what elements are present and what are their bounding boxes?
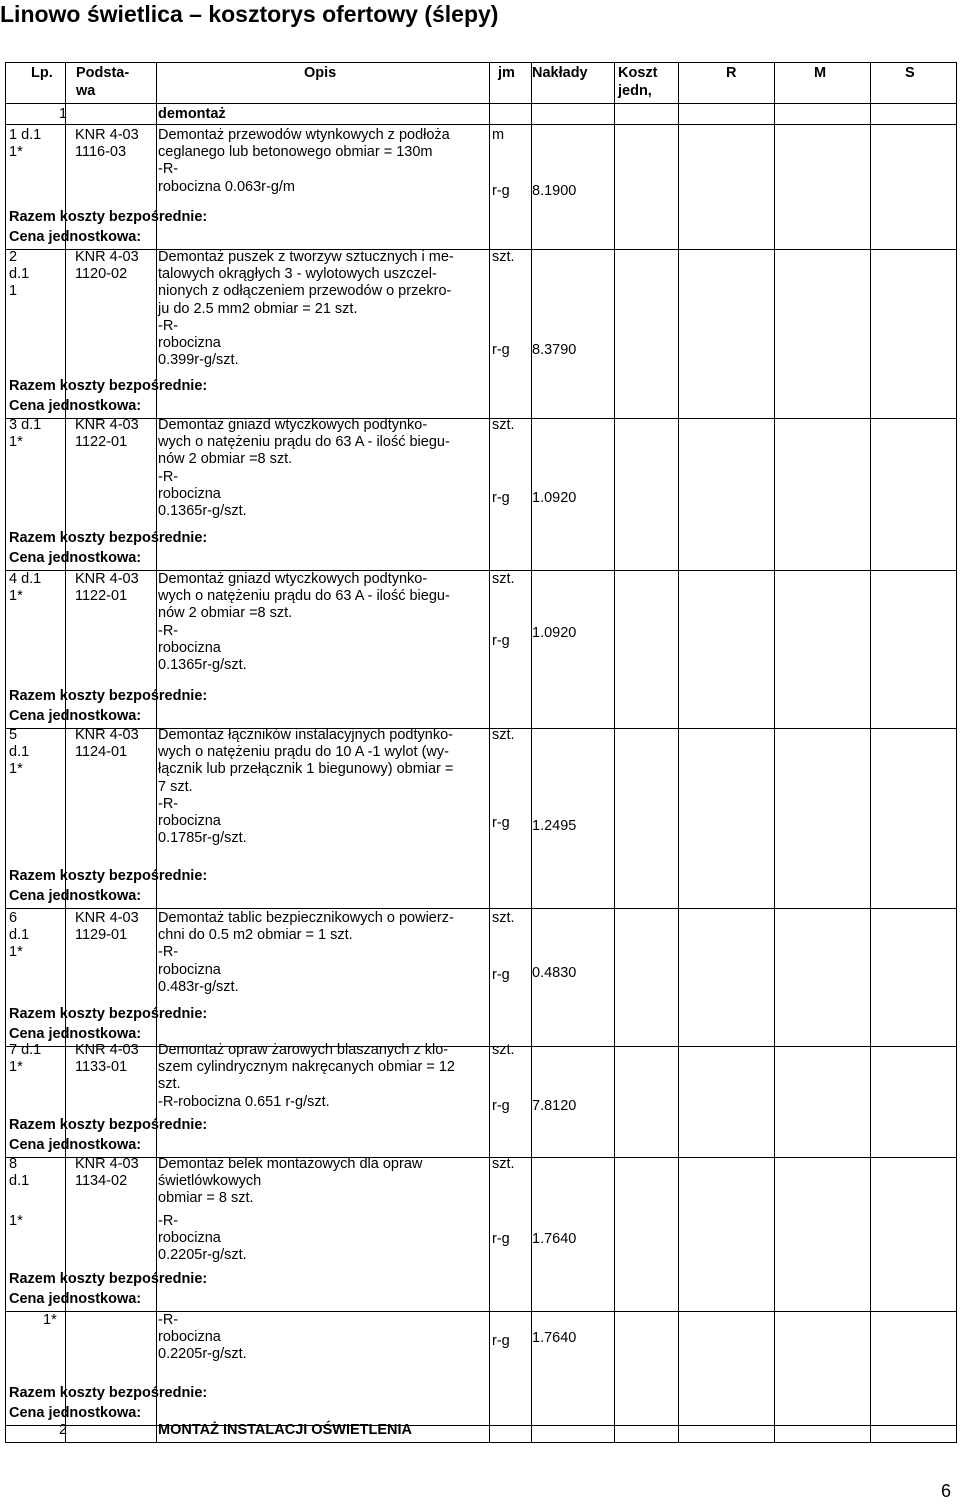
header-opis: Opis (304, 65, 337, 81)
item-quantity: 1.7640 (532, 1231, 577, 1247)
item-description: wych o natężeniu prądu do 10 A -1 wylot (wy- (158, 744, 449, 761)
item-podstawa: KNR 4-03 (75, 571, 139, 587)
item-lp: 1* (9, 761, 23, 778)
item-podstawa: 1129-01 (75, 927, 128, 944)
item-lp: 1* (9, 1059, 23, 1076)
item-description: robocizna (158, 961, 221, 978)
item-description: -R- (158, 161, 179, 178)
item-description: Demontaż opraw żarowych blaszanych z klo- (158, 1042, 449, 1058)
razem-label: Razem koszty bezpośrednie: (9, 1006, 208, 1022)
cost-estimate-table (5, 62, 957, 1443)
item-podstawa: 1122-01 (75, 588, 128, 605)
item-description: -R- (158, 1312, 179, 1328)
item-description: Demontaż gniazd wtyczkowych podtynko- (158, 417, 428, 433)
item-podstawa: 1120-02 (75, 266, 128, 283)
item-quantity: 1.0920 (532, 490, 577, 506)
item-quantity: 8.3790 (532, 342, 577, 358)
razem-label: Razem koszty bezpośrednie: (9, 1271, 208, 1287)
item-unit: szt. (492, 1042, 515, 1058)
item-description: Demontaż przewodów wtynkowych z podłoża (158, 127, 450, 143)
item-lp: d.1 (9, 266, 30, 283)
page-number: 6 (941, 1481, 952, 1501)
item-description: szt. (158, 1076, 181, 1093)
cena-label: Cena jednostkowa: (9, 708, 142, 724)
item-unit: r-g (492, 490, 510, 506)
item-description: -R- (158, 468, 179, 485)
header-r: R (726, 65, 737, 81)
item-podstawa: 1133-01 (75, 1059, 128, 1076)
razem-label: Razem koszty bezpośrednie: (9, 1117, 208, 1133)
item-podstawa: KNR 4-03 (75, 1156, 139, 1172)
item-separator (5, 418, 957, 419)
item-description: 0.1365r-g/szt. (158, 503, 247, 519)
item-quantity: 0.4830 (532, 965, 577, 981)
item-unit: r-g (492, 183, 510, 199)
razem-label: Razem koszty bezpośrednie: (9, 868, 208, 884)
item-podstawa: KNR 4-03 (75, 910, 139, 926)
item-lp: 2 (9, 249, 18, 265)
item-podstawa: KNR 4-03 (75, 249, 139, 265)
item-podstawa: 1116-03 (75, 144, 127, 161)
item-lp: 5 (9, 727, 18, 743)
item-description: robocizna (158, 1230, 221, 1247)
item-separator (5, 908, 957, 909)
item-description: wych o natężeniu prądu do 63 A - ilość biegu- (158, 434, 450, 451)
item-unit: m (492, 127, 505, 143)
item-lp: 1* (9, 944, 23, 961)
header-lp: Lp. (31, 65, 53, 81)
item-unit: szt. (492, 727, 515, 743)
item-unit: r-g (492, 1098, 510, 1114)
item-description: Demontaż puszek z tworzyw sztucznych i me- (158, 249, 454, 265)
item-description: 0.2205r-g/szt. (158, 1346, 247, 1363)
item-separator (5, 1157, 957, 1158)
item-description: nów 2 obmiar =8 szt. (158, 605, 293, 622)
header-koszt: jedn, (618, 83, 652, 99)
cena-label: Cena jednostkowa: (9, 1405, 142, 1421)
item-description: obmiar = 8 szt. (158, 1190, 254, 1207)
item-lp: 6 (9, 910, 18, 926)
item-separator (5, 249, 957, 250)
cena-label: Cena jednostkowa: (9, 1291, 142, 1307)
item-unit: r-g (492, 1231, 510, 1247)
item-description: robocizna (158, 813, 221, 829)
cena-label: Cena jednostkowa: (9, 398, 142, 414)
item-unit: r-g (492, 1333, 510, 1349)
item-description: Demontaż łączników instalacyjnych podtynko- (158, 727, 453, 743)
item-description: 0.2205r-g/szt. (158, 1247, 247, 1264)
col-divider (870, 63, 871, 1442)
item-description: robocizna (158, 1329, 221, 1346)
razem-label: Razem koszty bezpośrednie: (9, 688, 208, 704)
cena-label: Cena jednostkowa: (9, 1026, 142, 1042)
item-lp: 1 (9, 283, 18, 300)
item-description: robocizna (158, 639, 221, 656)
item-description: łącznik lub przełącznik 1 biegunowy) obmiar = (158, 761, 454, 778)
item-description: Demontaż belek montażowych dla opraw (158, 1156, 423, 1172)
item-description: ju do 2.5 mm2 obmiar = 21 szt. (158, 300, 358, 317)
razem-label: Razem koszty bezpośrednie: (9, 378, 208, 394)
item-quantity: 1.0920 (532, 625, 577, 641)
cena-label: Cena jednostkowa: (9, 229, 142, 245)
header-podstawa: Podsta- (76, 65, 130, 81)
item-description: szem cylindrycznym nakręcanych obmiar = 12 (158, 1059, 455, 1076)
col-divider (489, 63, 490, 1442)
cena-label: Cena jednostkowa: (9, 1137, 142, 1153)
header-koszt: Koszt (618, 65, 658, 81)
item-lp: 1* (43, 1312, 57, 1328)
item-lp: 1 d.1 (9, 127, 42, 143)
section-number: 2 (59, 1422, 68, 1438)
item-quantity: 8.1900 (532, 183, 577, 199)
col-divider (65, 63, 66, 1442)
item-lp: 7 d.1 (9, 1042, 42, 1058)
item-unit: szt. (492, 571, 515, 587)
item-description: 0.399r-g/szt. (158, 352, 239, 369)
item-description: świetlówkowych (158, 1173, 262, 1190)
razem-label: Razem koszty bezpośrednie: (9, 209, 208, 225)
item-description: Demontaż tablic bezpiecznikowych o powierz- (158, 910, 454, 926)
item-description: -R- (158, 317, 179, 334)
item-description: 0.1785r-g/szt. (158, 830, 247, 847)
item-description: 7 szt. (158, 778, 193, 795)
section-title: MONTAŻ INSTALACJI OŚWIETLENIA (158, 1422, 413, 1438)
item-lp: 1* (9, 144, 23, 161)
item-lp: d.1 (9, 1173, 30, 1190)
col-divider (156, 63, 157, 1442)
item-lp: 4 d.1 (9, 571, 42, 587)
item-description: talowych okrągłych 3 - wylotowych uszczel- (158, 266, 437, 283)
item-unit: szt. (492, 1156, 515, 1172)
item-description: chni do 0.5 m2 obmiar = 1 szt. (158, 927, 353, 944)
section-number: 1 (59, 106, 68, 122)
item-lp: 1* (9, 1213, 23, 1229)
item-description: -R- (158, 944, 179, 961)
item-separator (5, 728, 957, 729)
razem-label: Razem koszty bezpośrednie: (9, 530, 208, 546)
item-description: -R- (158, 622, 179, 639)
item-unit: szt. (492, 417, 515, 433)
header-podstawa: wa (76, 83, 96, 99)
col-divider (774, 63, 775, 1442)
header-divider (6, 103, 956, 104)
item-description: Demontaż gniazd wtyczkowych podtynko- (158, 571, 428, 587)
item-description: 0.1365r-g/szt. (158, 657, 247, 673)
item-podstawa: KNR 4-03 (75, 417, 139, 433)
item-lp: 1* (9, 434, 23, 451)
item-podstawa: KNR 4-03 (75, 1042, 139, 1058)
item-description: -R- (158, 1213, 179, 1229)
header-naklady: Nakłady (532, 65, 588, 81)
item-quantity: 1.7640 (532, 1330, 577, 1346)
header-s: S (905, 65, 915, 81)
cena-label: Cena jednostkowa: (9, 888, 142, 904)
header-jm: jm (498, 65, 515, 81)
item-description: ceglanego lub betonowego obmiar = 130m (158, 144, 433, 161)
section-title: demontaż (158, 106, 226, 122)
item-description: robocizna (158, 485, 221, 502)
item-description: wych o natężeniu prądu do 63 A - ilość biegu- (158, 588, 450, 605)
item-description: robocizna (158, 335, 221, 351)
item-podstawa: 1124-01 (75, 744, 128, 761)
razem-label: Razem koszty bezpośrednie: (9, 1385, 208, 1401)
item-quantity: 7.8120 (532, 1098, 577, 1114)
item-separator (5, 570, 957, 571)
item-lp: 8 (9, 1156, 18, 1172)
item-separator (5, 1046, 957, 1047)
item-separator (5, 1311, 957, 1312)
col-divider (678, 63, 679, 1442)
item-lp: d.1 (9, 927, 30, 944)
header-m: M (814, 65, 827, 81)
page-title: Linowo świetlica – kosztorys ofertowy (ślepy) (0, 1, 499, 27)
cena-label: Cena jednostkowa: (9, 550, 142, 566)
item-unit: r-g (492, 342, 510, 358)
item-podstawa: 1134-02 (75, 1173, 128, 1190)
item-separator (5, 1425, 957, 1426)
col-divider (614, 63, 615, 1442)
item-unit: r-g (492, 633, 510, 649)
item-lp: 1* (9, 588, 23, 605)
item-description: -R- (158, 795, 179, 812)
item-description: nionych z odłączeniem przewodów o przekro- (158, 283, 452, 300)
item-description: 0.483r-g/szt. (158, 978, 239, 995)
item-description: nów 2 obmiar =8 szt. (158, 451, 293, 468)
item-podstawa: KNR 4-03 (75, 727, 139, 743)
item-unit: szt. (492, 249, 515, 265)
item-description: robocizna 0.063r-g/m (158, 178, 296, 195)
item-unit: szt. (492, 910, 515, 926)
item-unit: r-g (492, 815, 510, 831)
item-unit: r-g (492, 967, 510, 983)
section-separator (5, 124, 957, 125)
item-description: -R-robocizna 0.651 r-g/szt. (158, 1093, 330, 1110)
item-podstawa: 1122-01 (75, 434, 128, 451)
item-lp: d.1 (9, 744, 30, 761)
item-quantity: 1.2495 (532, 818, 577, 834)
item-podstawa: KNR 4-03 (75, 127, 139, 143)
item-lp: 3 d.1 (9, 417, 42, 433)
